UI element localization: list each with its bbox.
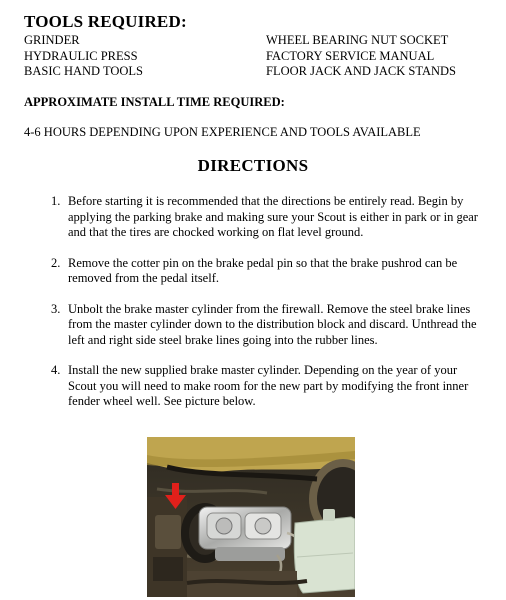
master-cylinder-photo (147, 437, 355, 597)
engine-bay-illustration (147, 437, 355, 597)
directions-steps (51, 194, 483, 425)
direction-step (51, 302, 483, 349)
step-text: Before starting it is recommended that the directions be entirely read. Begin by applying the parking brake and making sure your Scout is either in park or in gear and that the tires are chocked working on flat level ground. (68, 194, 478, 239)
tool-item: WHEEL BEARING NUT SOCKET (266, 33, 449, 47)
step-number: 3. (51, 301, 61, 316)
step-number: 2. (51, 255, 61, 270)
step-number: 1. (51, 194, 61, 208)
tool-item: FACTORY SERVICE MANUAL (266, 48, 435, 63)
directions-title: DIRECTIONS (197, 156, 309, 175)
direction-step (51, 363, 483, 410)
install-time-text: 4-6 HOURS DEPENDING UPON EXPERIENCE AND TOOLS AVAILABLE (24, 125, 421, 139)
tools-list-right (266, 33, 456, 80)
direction-step (51, 194, 483, 241)
tool-item: BASIC HAND TOOLS (24, 64, 144, 78)
tools-heading: TOOLS REQUIRED: (24, 12, 187, 31)
tool-item: HYDRAULIC PRESS (24, 48, 138, 63)
step-text: Unbolt the brake master cylinder from the firewall. Remove the steel brake lines from the master cylinder down to the distribution block and discard. Unthread the left and right side steel brake lines going into the rubber lines. (68, 301, 477, 347)
tool-item: FLOOR JACK AND JACK STANDS (266, 64, 457, 78)
step-text: Remove the cotter pin on the brake pedal pin so that the brake pushrod can be removed from the pedal itself. (68, 255, 458, 285)
tool-item: GRINDER (24, 33, 80, 47)
tools-list-left (24, 33, 143, 80)
step-text: Install the new supplied brake master cylinder. Depending on the year of your Scout you will need to make room for the new part by modifying the front inner fender wheel well. See picture below. (68, 363, 469, 408)
direction-step (51, 256, 483, 287)
step-number: 4. (51, 363, 61, 377)
install-time-heading: APPROXIMATE INSTALL TIME REQUIRED: (24, 95, 285, 109)
